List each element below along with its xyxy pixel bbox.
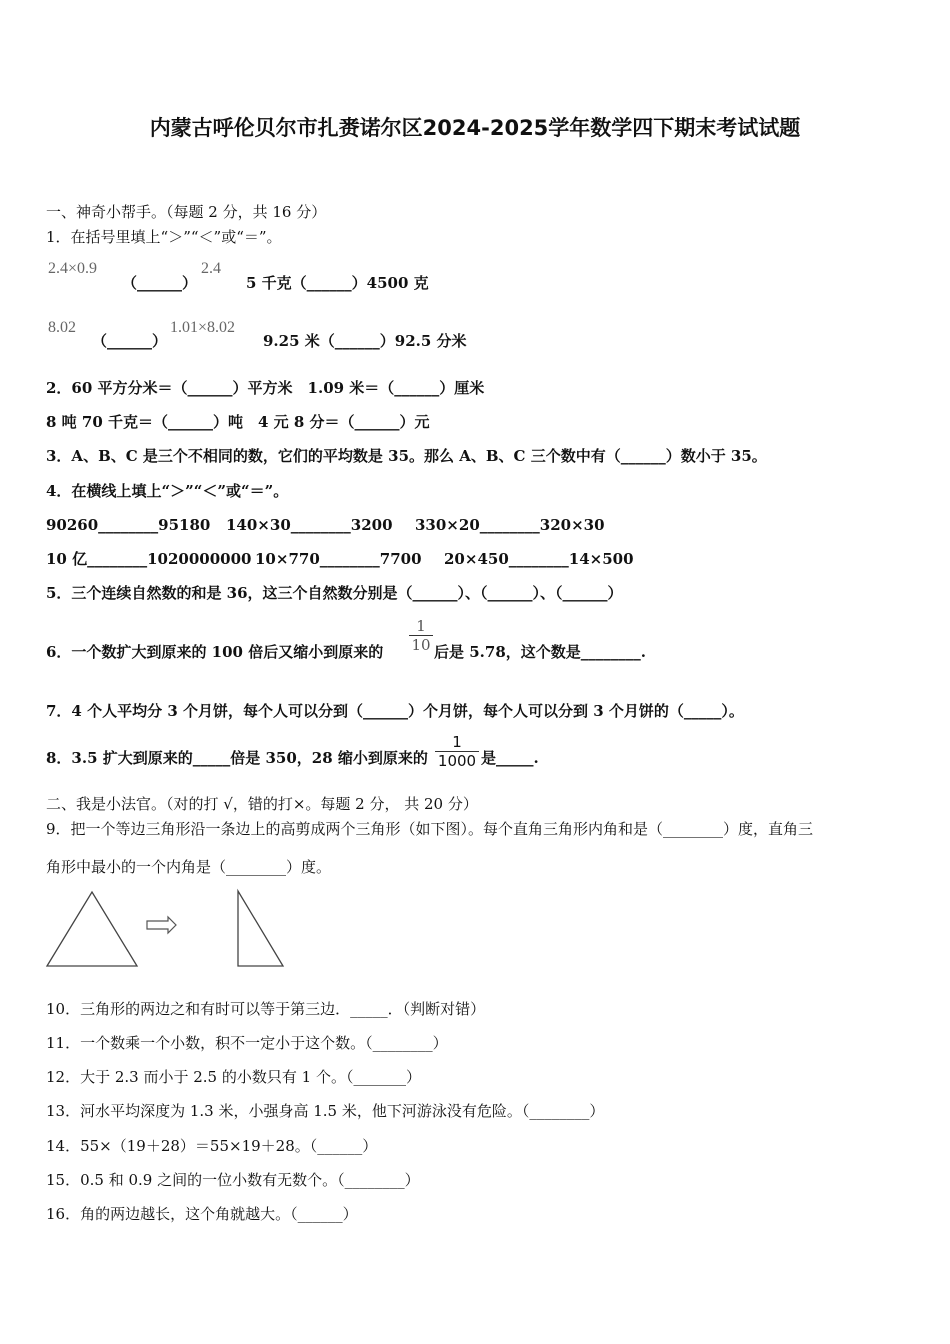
- question-13: 13．河水平均深度为 1.3 米，小强身高 1.5 米，他下河游泳没有危险。（________）: [46, 1102, 605, 1120]
- q1-a-left-expression: 2.4×0.9: [48, 260, 98, 277]
- question-16: 16．角的两边越长，这个角就越大。（______）: [46, 1205, 358, 1223]
- q4-row1-col1: 90260________95180: [46, 516, 211, 534]
- section-1-heading: 一、神奇小帮手。（每题 2 分，共 16 分）: [46, 203, 327, 221]
- question-14: 14．55×（19＋28）＝55×19＋28。（______）: [46, 1137, 378, 1155]
- q4-row2-col2: 10×770________7700: [255, 550, 422, 568]
- question-1-stem: 1．在括号里填上“＞”“＜”或“＝”。: [46, 228, 282, 246]
- q6-fraction: [409, 617, 433, 654]
- q8-fraction-numerator: 1: [452, 733, 462, 751]
- question-8-before-fraction: 8．3.5 扩大到原来的_____倍是 350，28 缩小到原来的: [46, 749, 428, 767]
- q8-fraction: [435, 733, 479, 770]
- question-2-line-2: 8 吨 70 千克＝（______）吨 4 元 8 分＝（______）元: [46, 413, 430, 431]
- section-2-heading: 二、我是小法官。（对的打 √，错的打×。每题 2 分， 共 20 分）: [46, 795, 478, 813]
- question-3: 3．A、B、C 是三个不相同的数，它们的平均数是 35。那么 A、B、C 三个数中有（______）数小于 35。: [46, 447, 767, 465]
- question-5: 5．三个连续自然数的和是 36，这三个自然数分别是（______）、（______）、（______）: [46, 584, 623, 602]
- q4-row1-col3: 330×20________320×30: [415, 516, 605, 534]
- right-triangle-shape: [238, 891, 283, 966]
- question-7: 7．4 个人平均分 3 个月饼，每个人可以分到（______）个月饼，每个人可以分到 3 个月饼的（_____）。: [46, 702, 744, 720]
- q4-row2-col1: 10 亿________1020000000: [46, 550, 252, 568]
- question-6-after-fraction: 后是 5.78，这个数是________.: [434, 643, 646, 661]
- question-12: 12．大于 2.3 而小于 2.5 的小数只有 1 个。（_______）: [46, 1068, 421, 1086]
- question-8-after-fraction: 是_____.: [481, 749, 539, 767]
- question-6-before-fraction: 6．一个数扩大到原来的 100 倍后又缩小到原来的: [46, 643, 384, 661]
- equilateral-triangle-shape: [47, 892, 137, 966]
- q1-d-comparison: 9.25 米（______）92.5 分米: [263, 332, 467, 350]
- question-11: 11．一个数乘一个小数，积不一定小于这个数。（________）: [46, 1034, 448, 1052]
- q8-fraction-denominator: 1000: [437, 752, 477, 770]
- triangle-figure: [44, 886, 290, 972]
- question-10: 10．三角形的两边之和有时可以等于第三边．_____．（判断对错）: [46, 1000, 486, 1018]
- q1-c-blank[interactable]: （______）: [92, 332, 168, 350]
- q4-row2-col3: 20×450________14×500: [444, 550, 634, 568]
- question-2-line-1: 2．60 平方分米＝（______）平方米 1.09 米＝（______）厘米: [46, 379, 485, 397]
- q1-a-right-expression: 2.4: [201, 260, 221, 277]
- q1-a-blank[interactable]: （______）: [122, 274, 198, 292]
- question-15: 15．0.5 和 0.9 之间的一位小数有无数个。（________）: [46, 1171, 420, 1189]
- q1-c-left-expression: 8.02: [48, 319, 76, 336]
- page-title: 内蒙古呼伦贝尔市扎赉诺尔区2024-2025学年数学四下期末考试试题: [149, 116, 801, 140]
- question-9-line-2: 角形中最小的一个内角是（________）度。: [46, 858, 332, 876]
- question-9-line-1: 9．把一个等边三角形沿一条边上的高剪成两个三角形（如下图）。每个直角三角形内角和是（________）度，直角三: [46, 820, 814, 838]
- q6-fraction-denominator: 10: [411, 636, 431, 654]
- arrow-right-icon: [147, 917, 176, 933]
- q1-b-comparison: 5 千克（______）4500 克: [246, 274, 429, 292]
- q6-fraction-numerator: 1: [416, 617, 426, 635]
- q1-c-right-expression: 1.01×8.02: [170, 319, 236, 336]
- q4-row1-col2: 140×30________3200: [226, 516, 393, 534]
- question-4-stem: 4．在横线上填上“＞”“＜”或“＝”。: [46, 482, 289, 500]
